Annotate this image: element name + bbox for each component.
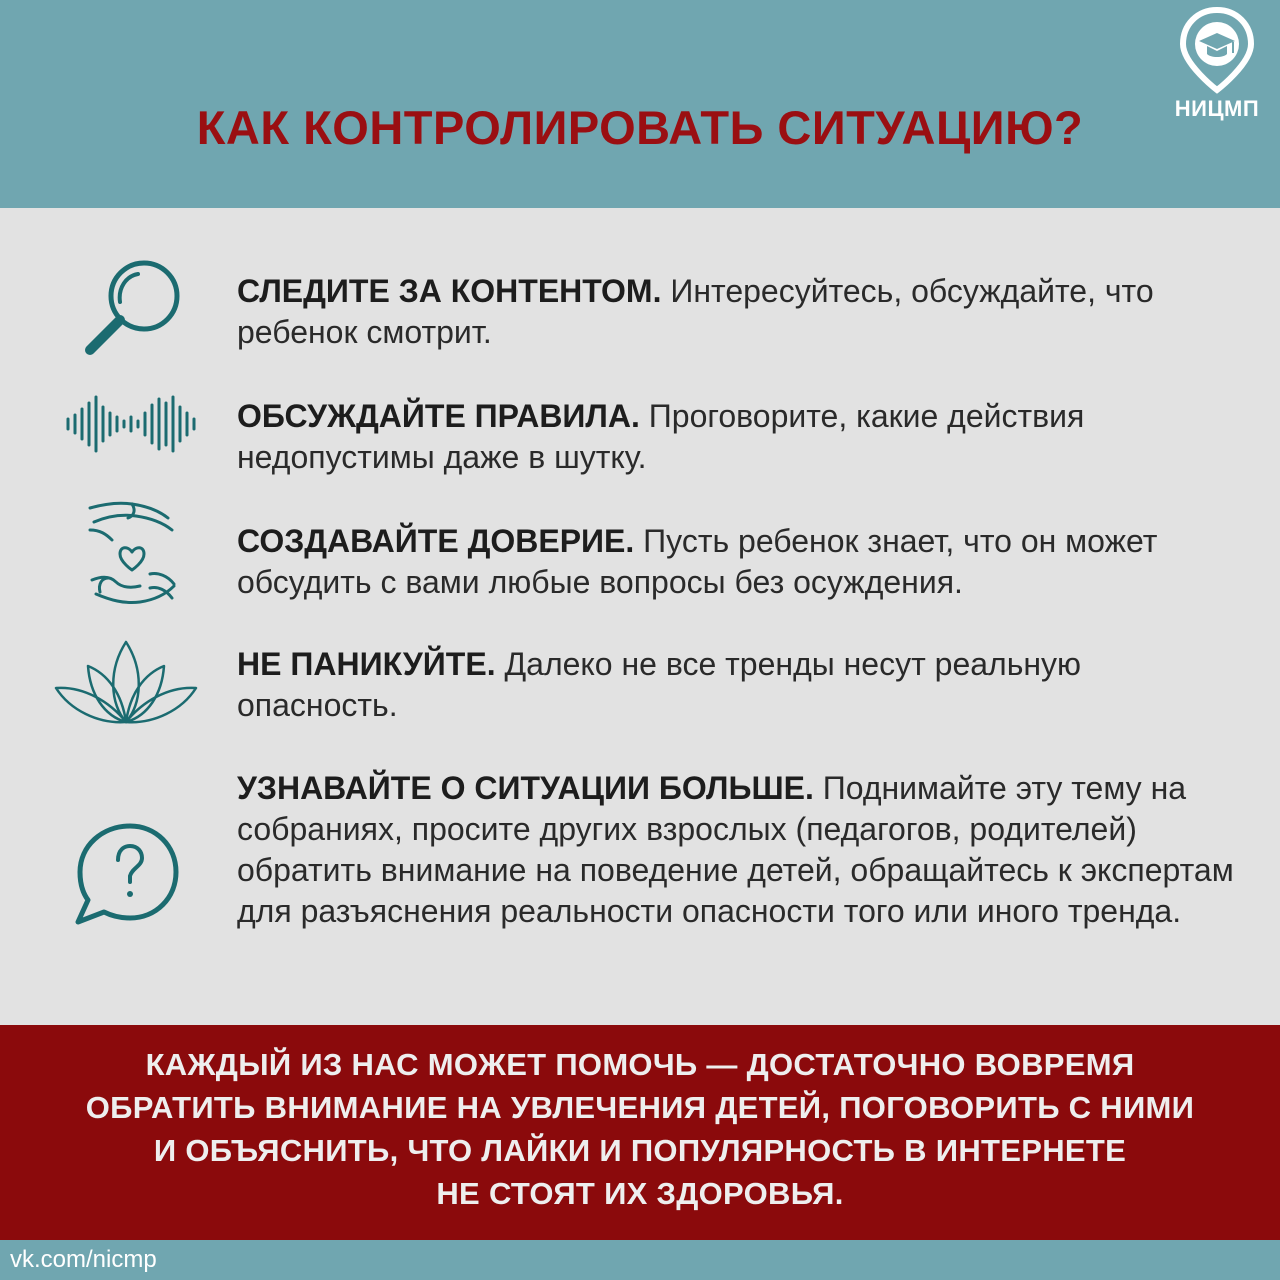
item-heading: НЕ ПАНИКУЙТЕ. xyxy=(237,646,496,682)
logo-text: НИЦМП xyxy=(1174,96,1260,121)
item-text: Проговорите, какие действия недопустимы даже в шутку. xyxy=(237,398,1085,475)
lotus-icon xyxy=(50,638,202,728)
list-item xyxy=(237,521,1237,603)
footer-line: И ОБЪЯСНИТЬ, ЧТО ЛАЙКИ И ПОПУЛЯРНОСТЬ В ИНТЕРНЕТЕ xyxy=(153,1133,1127,1168)
vk-link[interactable]: vk.com/nicmp xyxy=(10,1246,157,1273)
item-text: Пусть ребенок знает, что он может обсудить с вами любые вопросы без осуждения. xyxy=(237,523,1158,600)
logo-pin-icon xyxy=(1177,6,1257,96)
list-item xyxy=(237,271,1237,353)
list-item xyxy=(237,396,1237,478)
item-heading: СОЗДАВАЙТЕ ДОВЕРИЕ. xyxy=(237,523,635,559)
question-bubble-icon xyxy=(72,818,184,930)
item-heading: УЗНАВАЙТЕ О СИТУАЦИИ БОЛЬШЕ. xyxy=(237,770,814,806)
bottom-bar xyxy=(0,1240,1280,1280)
item-text: Интересуйтесь, обсуждайте, что ребенок смотрит. xyxy=(237,273,1154,350)
page-title: КАК КОНТРОЛИРОВАТЬ СИТУАЦИЮ? xyxy=(196,101,1084,154)
footer-line: НЕ СТОЯТ ИХ ЗДОРОВЬЯ. xyxy=(436,1176,844,1211)
item-text: Поднимайте эту тему на собраниях, просите других взрослых (педагогов, родителей) обратить внимание на поведение детей, обращайтесь к экспертам для разъяснения реальности опасности того или иного тренда. xyxy=(237,770,1234,929)
footer-line: ОБРАТИТЬ ВНИМАНИЕ НА УВЛЕЧЕНИЯ ДЕТЕЙ, ПОГОВОРИТЬ С НИМИ xyxy=(85,1090,1195,1125)
content-area xyxy=(0,208,1280,1025)
header-band xyxy=(0,0,1280,208)
item-heading: ОБСУЖДАЙТЕ ПРАВИЛА. xyxy=(237,398,640,434)
hands-heart-icon xyxy=(84,500,180,612)
magnifier-icon xyxy=(80,258,190,368)
list-item xyxy=(237,644,1237,726)
item-heading: СЛЕДИТЕ ЗА КОНТЕНТОМ. xyxy=(237,273,662,309)
footer-message xyxy=(0,1043,1280,1215)
footer-line: КАЖДЫЙ ИЗ НАС МОЖЕТ ПОМОЧЬ — ДОСТАТОЧНО ВОВРЕМЯ xyxy=(145,1047,1135,1082)
logo xyxy=(1162,6,1272,124)
item-text: Далеко не все тренды несут реальную опасность. xyxy=(237,646,1082,723)
sound-wave-icon xyxy=(64,393,202,455)
footer-band xyxy=(0,1025,1280,1240)
list-item xyxy=(237,768,1237,932)
